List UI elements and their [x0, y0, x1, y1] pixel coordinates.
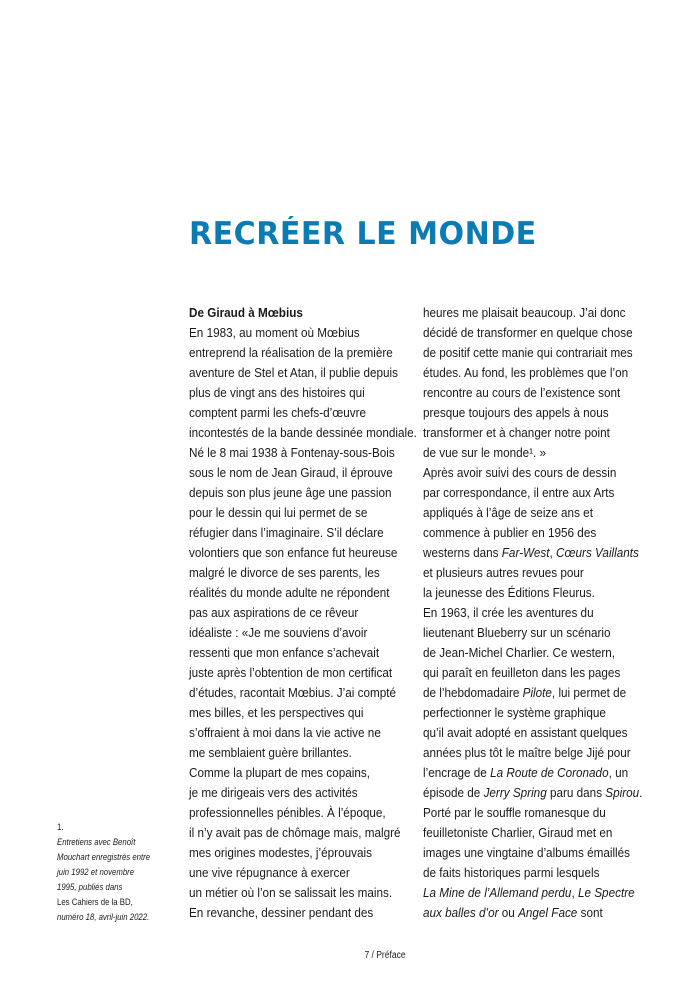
text-segment: de faits historiques parmi lesquels [423, 866, 600, 880]
footnote-line: Les Cahiers de la BD, [57, 897, 133, 908]
text-line [423, 563, 646, 583]
text-segment: presque toujours des appels à nous [423, 406, 609, 420]
italic-title: Far-West [501, 546, 550, 560]
text-line [189, 343, 412, 363]
text-segment: De Giraud à Mœbius [189, 306, 303, 320]
text-line [423, 763, 646, 783]
text-line [423, 323, 646, 343]
text-segment: pas aux aspirations de ce rêveur [189, 606, 359, 620]
text-line [189, 763, 412, 783]
text-segment: transformer et à changer notre point [423, 426, 610, 440]
text-line [189, 583, 412, 603]
text-line [423, 543, 646, 563]
italic-title: Spirou [605, 786, 640, 800]
text-line [423, 643, 646, 663]
text-line [189, 663, 412, 683]
text-segment: une vive répugnance à exercer [189, 866, 350, 880]
section-heading [189, 303, 412, 323]
text-segment: qui paraît en feuilleton dans les pages [423, 666, 621, 680]
text-segment: la jeunesse des Éditions Fleurus. [423, 586, 595, 600]
text-segment: En revanche, dessiner pendant des [189, 906, 374, 920]
text-line [423, 703, 646, 723]
text-segment: lieutenant Blueberry sur un scénario [423, 626, 611, 640]
text-line [423, 683, 646, 703]
text-line [189, 743, 412, 763]
text-line [423, 783, 646, 803]
text-line [189, 643, 412, 663]
text-line [189, 863, 412, 883]
text-line [189, 323, 412, 343]
italic-title: aux balles d’or [423, 906, 499, 920]
text-line [423, 303, 646, 323]
text-segment: , un [608, 766, 629, 780]
text-segment: épisode de [423, 786, 484, 800]
text-segment: juste après l’obtention de mon certificat [189, 666, 393, 680]
text-line [423, 603, 646, 623]
italic-title: Jerry Spring [483, 786, 547, 800]
text-segment: par correspondance, il entre aux Arts [423, 486, 615, 500]
text-segment: un métier où l’on se salissait les mains. [189, 886, 393, 900]
text-segment: ou [498, 906, 519, 920]
text-segment: feuilletoniste Charlier, Giraud met en [423, 826, 613, 840]
text-segment: , [571, 886, 578, 900]
text-segment: incontestés de la bande dessinée mondiale. [189, 426, 417, 440]
text-line [423, 523, 646, 543]
text-line [189, 443, 412, 463]
text-segment: l’encrage de [423, 766, 491, 780]
text-line [189, 683, 412, 703]
text-line [423, 503, 646, 523]
text-line [189, 383, 412, 403]
text-line [423, 423, 646, 443]
italic-title: Angel Face [518, 906, 578, 920]
text-segment: commence à publier en 1956 des [423, 526, 597, 540]
text-segment: me semblaient guère brillantes. [189, 746, 352, 760]
text-segment: qu’il avait adopté en assistant quelques [423, 726, 628, 740]
text-line [189, 783, 412, 803]
text-line [423, 723, 646, 743]
text-segment: comptent parmi les chefs-d’œuvre [189, 406, 367, 420]
text-segment: réalités du monde adulte ne répondent [189, 586, 390, 600]
text-line [423, 743, 646, 763]
text-segment: de vue sur le monde¹. » [423, 446, 547, 460]
text-line [189, 703, 412, 723]
text-line [423, 863, 646, 883]
page-folio: 7 / Préface [364, 950, 406, 961]
text-line [423, 663, 646, 683]
text-line [423, 343, 646, 363]
text-line [423, 463, 646, 483]
italic-title: Pilote [522, 686, 552, 700]
text-segment: idéaliste : «Je me souviens d’avoir [189, 626, 368, 640]
text-line [189, 463, 412, 483]
text-segment: Porté par le souffle romanesque du [423, 806, 606, 820]
text-segment: sous le nom de Jean Giraud, il éprouve [189, 466, 393, 480]
text-segment: volontiers que son enfance fut heureuse [189, 546, 398, 560]
italic-title: La Route de Coronado [490, 766, 609, 780]
text-line [189, 623, 412, 643]
text-line [189, 883, 412, 903]
text-segment: d’études, racontait Mœbius. J’ai compté [189, 686, 397, 700]
text-segment: sont [577, 906, 603, 920]
footnote-line: Entretiens avec Benoît [57, 837, 136, 848]
body-column-1 [189, 303, 429, 923]
text-segment: , [549, 546, 557, 560]
text-line [423, 483, 646, 503]
text-line [423, 443, 646, 463]
text-segment: réfugier dans l’imaginaire. S’il déclare [189, 526, 384, 540]
text-segment: appliqués à l’âge de seize ans et [423, 506, 593, 520]
text-line [423, 363, 646, 383]
text-segment: pour le dessin qui lui permet de se [189, 506, 368, 520]
text-segment: décidé de transformer en quelque chose [423, 326, 633, 340]
text-line [189, 823, 412, 843]
text-segment: je me dirigeais vers des activités [189, 786, 358, 800]
text-segment: westerns dans [423, 546, 502, 560]
text-segment: rencontre au cours de l’existence sont [423, 386, 621, 400]
text-line [189, 423, 417, 443]
italic-title: Le Spectre [577, 886, 635, 900]
text-segment: mes billes, et les perspectives qui [189, 706, 364, 720]
text-segment: depuis son plus jeune âge une passion [189, 486, 392, 500]
text-segment: il n’y avait pas de chômage mais, malgré [189, 826, 401, 840]
text-segment: malgré le divorce de ses parents, les [189, 566, 380, 580]
page-title: RECRÉER LE MONDE [189, 216, 537, 252]
footnote-line: Mouchart enregistrés entre [57, 852, 151, 863]
text-segment: plus de vingt ans des histoires qui [189, 386, 365, 400]
text-segment: heures me plaisait beaucoup. J’ai donc [423, 306, 626, 320]
text-segment: En 1983, au moment où Mœbius [189, 326, 360, 340]
italic-title: La Mine de l’Allemand perdu [423, 886, 572, 900]
text-segment: de positif cette manie qui contrariait mes [423, 346, 633, 360]
footnote-line: 1995, publiés dans [57, 882, 123, 893]
text-segment: paru dans [546, 786, 606, 800]
text-line [189, 903, 412, 923]
text-line [189, 563, 412, 583]
text-line [189, 723, 412, 743]
footnote-line: juin 1992 et novembre [57, 867, 135, 878]
text-line [189, 403, 412, 423]
text-segment: En 1963, il crée les aventures du [423, 606, 594, 620]
footnote-number: 1. [57, 822, 64, 833]
text-line [189, 363, 412, 383]
text-line [189, 503, 412, 523]
text-line [189, 843, 412, 863]
footnote-line: numéro 18, avril-juin 2022. [57, 912, 150, 923]
text-segment: images une vingtaine d’albums émaillés [423, 846, 631, 860]
text-line [423, 403, 646, 423]
italic-title: Cœurs Vaillants [556, 546, 639, 560]
text-segment: aventure de Stel et Atan, il publie depuis [189, 366, 399, 380]
text-line [423, 383, 646, 403]
text-segment: professionnelles pénibles. À l’époque, [189, 806, 386, 820]
text-line [423, 903, 646, 923]
text-segment: entreprend la réalisation de la première [189, 346, 393, 360]
text-segment: s’offraient à moi dans la vie active ne [189, 726, 381, 740]
text-segment: . [639, 786, 643, 800]
text-segment: ressenti que mon enfance s’achevait [189, 646, 380, 660]
text-segment: de Jean-Michel Charlier. Ce western, [423, 646, 616, 660]
text-line [423, 803, 646, 823]
text-segment: perfectionner le système graphique [423, 706, 606, 720]
text-line [189, 523, 412, 543]
footnote [57, 820, 171, 925]
body-column-2 [423, 303, 663, 923]
text-segment: et plusieurs autres revues pour [423, 566, 584, 580]
text-line [423, 843, 646, 863]
text-segment: , lui permet de [551, 686, 627, 700]
text-line [189, 803, 412, 823]
text-segment: Comme la plupart de mes copains, [189, 766, 370, 780]
text-segment: de l’hebdomadaire [423, 686, 523, 700]
text-line [189, 603, 412, 623]
text-line [189, 543, 412, 563]
text-line [423, 623, 646, 643]
text-segment: années plus tôt le maître belge Jijé pour [423, 746, 631, 760]
text-segment: mes origines modestes, j’éprouvais [189, 846, 372, 860]
text-segment: études. Au fond, les problèmes que l’on [423, 366, 629, 380]
text-segment: Après avoir suivi des cours de dessin [423, 466, 617, 480]
text-line [189, 483, 412, 503]
text-segment: Né le 8 mai 1938 à Fontenay-sous-Bois [189, 446, 395, 460]
text-line [423, 823, 646, 843]
text-line [423, 583, 646, 603]
text-line [423, 883, 646, 903]
